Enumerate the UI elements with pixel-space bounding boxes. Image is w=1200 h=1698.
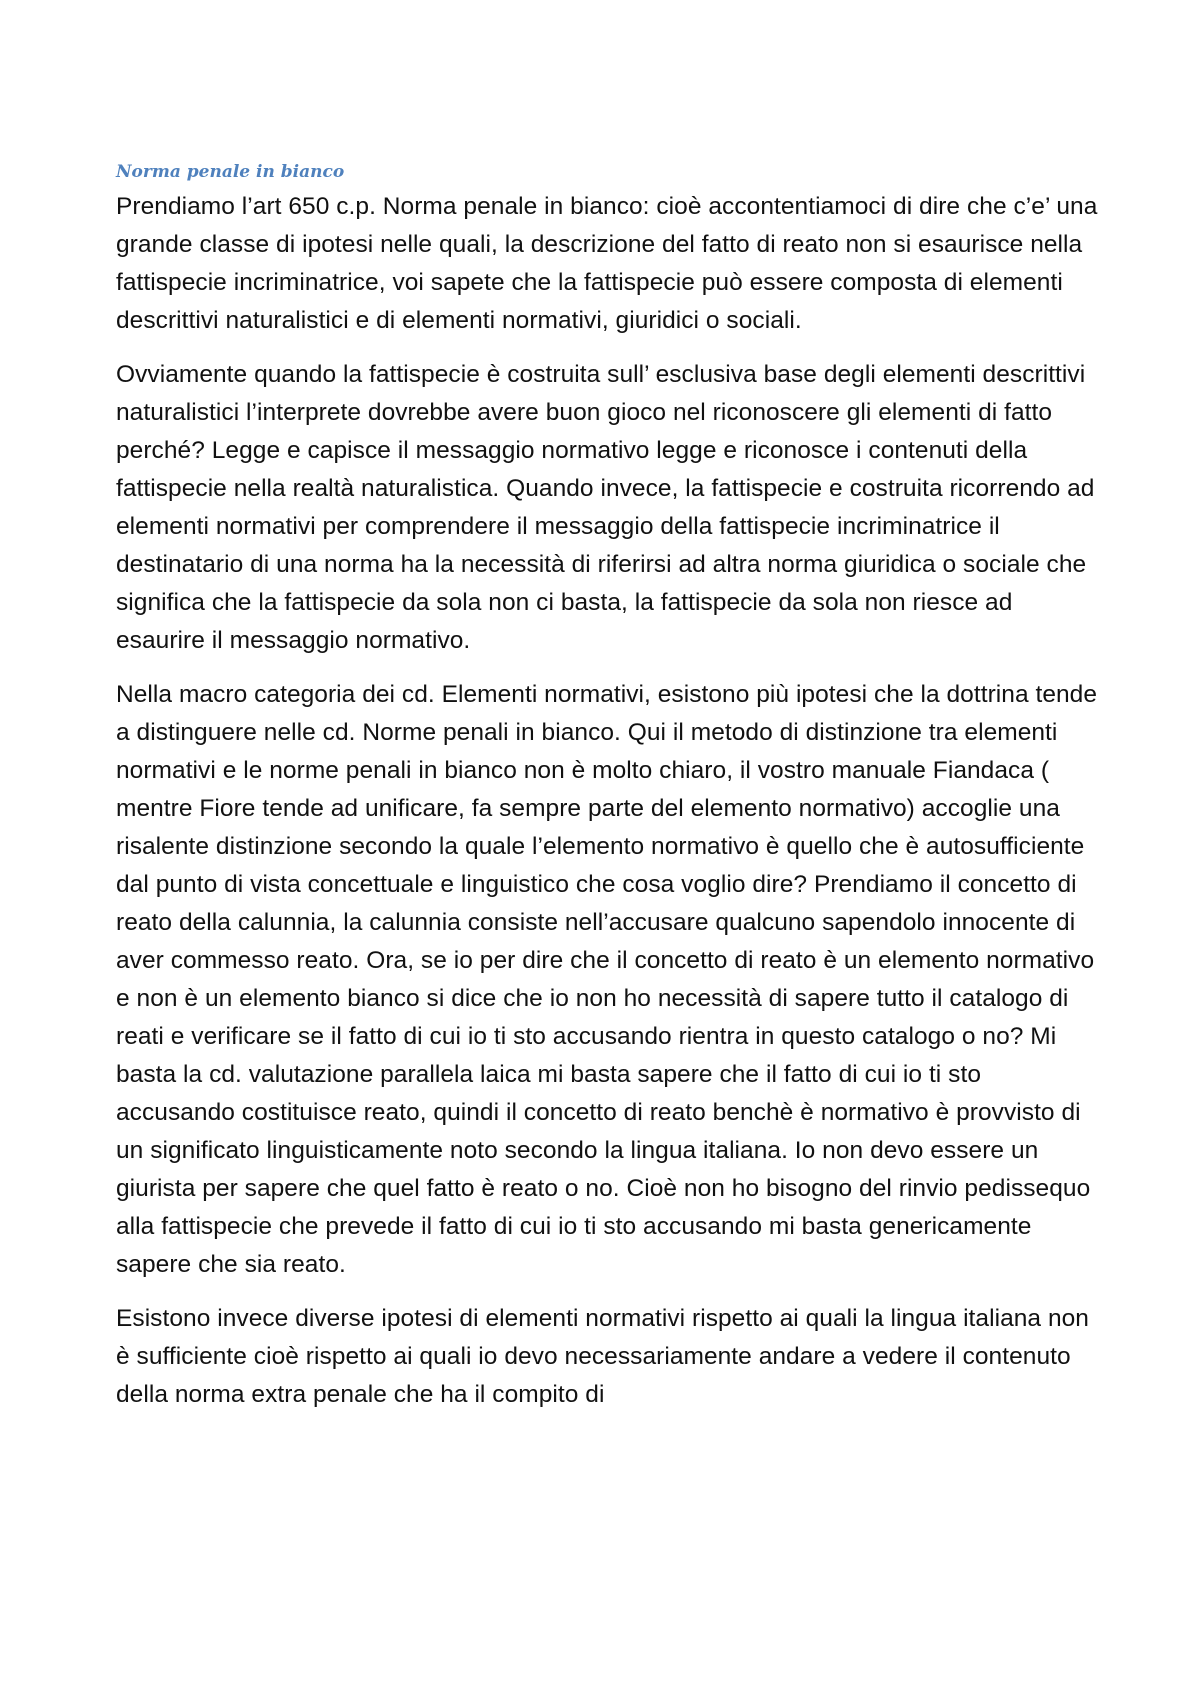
paragraph-4: Esistono invece diverse ipotesi di elementi normativi rispetto ai quali la lingua italiana non è sufficiente cioè rispetto ai quali io devo necessariamente andare a vedere il contenuto della norma extra penale che ha il compito di [116, 1305, 1089, 1408]
paragraph-2: Ovviamente quando la fattispecie è costruita sull’ esclusiva base degli elementi descrittivi naturalistici l’interprete dovrebbe avere buon gioco nel riconoscere gli elementi di fatto perché? Legge e capisce il messaggio normativo legge e riconosce i contenuti della fattispecie nella realtà naturalistica. Quando invece, la fattispecie e costruita ricorrendo ad elementi normativi per comprendere il messaggio della fattispecie incriminatrice il destinatario di una norma ha la necessità di riferirsi ad altra norma giuridica o sociale che significa che la fattispecie da sola non ci basta, la fattispecie da sola non riesce ad esaurire il messaggio normativo. [116, 361, 1095, 654]
section-heading: Norma penale in bianco [116, 162, 345, 182]
paragraph-3: Nella macro categoria dei cd. Elementi normativi, esistono più ipotesi che la dottrina tende a distinguere nelle cd. Norme penali in bianco. Qui il metodo di distinzione tra elementi normativi e le norme penali in bianco non è molto chiaro, il vostro manuale Fiandaca ( mentre Fiore tende ad unificare, fa sempre parte del elemento normativo) accoglie una risalente distinzione secondo la quale l’elemento normativo è quello che è autosufficiente dal punto di vista concettuale e linguistico che cosa voglio dire? Prendiamo il concetto di reato della calunnia, la calunnia consiste nell’accusare qualcuno sapendolo innocente di aver commesso reato. Ora, se io per dire che il concetto di reato è un elemento normativo e non è un elemento bianco si dice che io non ho necessità di sapere tutto il catalogo di reati e verificare se il fatto di cui io ti sto accusando rientra in questo catalogo o no? Mi basta la cd. valutazione parallela laica mi basta sapere che il fatto di cui io ti sto accusando costituisce reato, quindi il concetto di reato benchè è normativo è provvisto di un significato linguisticamente noto secondo la lingua italiana. Io non devo essere un giurista per sapere che quel fatto è reato o no. Cioè non ho bisogno del rinvio pedissequo alla fattispecie che prevede il fatto di cui io ti sto accusando mi basta genericamente sapere che sia reato. [116, 681, 1098, 1278]
paragraph-1: Prendiamo l’art 650 c.p. Norma penale in bianco: cioè accontentiamoci di dire che c’e’ una grande classe di ipotesi nelle quali, la descrizione del fatto di reato non si esaurisce nella fattispecie incriminatrice, voi sapete che la fattispecie può essere composta di elementi descrittivi naturalistici e di elementi normativi, giuridici o sociali. [116, 193, 1098, 334]
document-page [116, 160, 1100, 1430]
